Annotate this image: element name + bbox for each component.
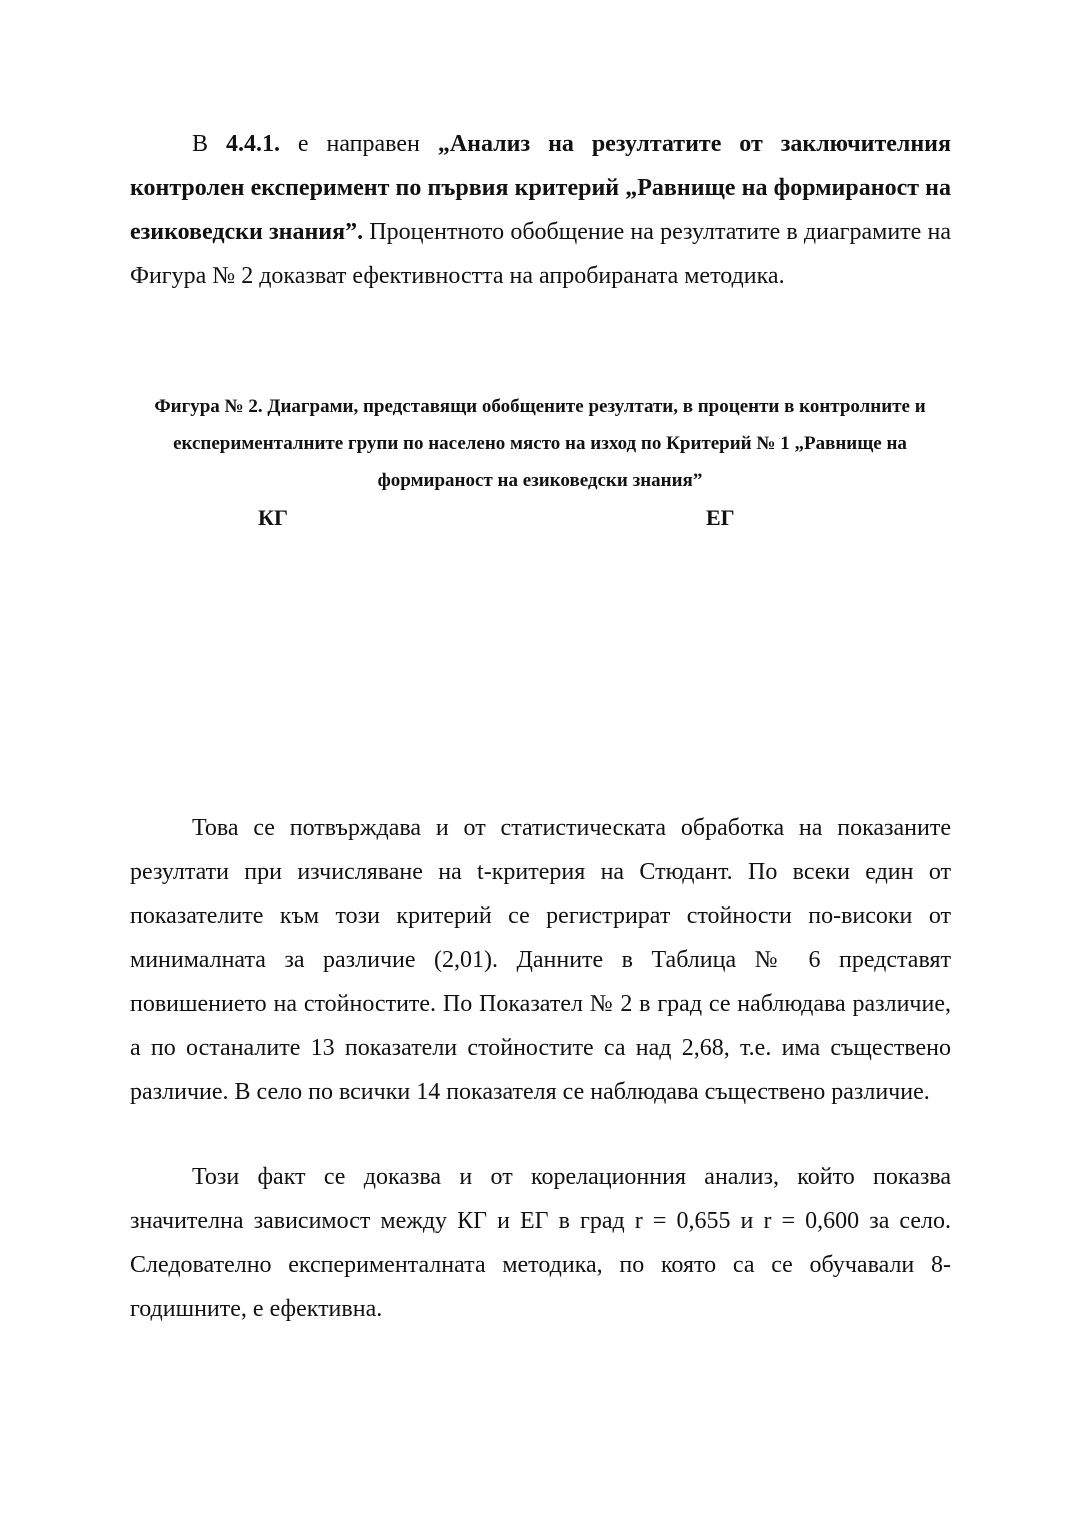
intro-paragraph-block <box>130 122 951 298</box>
intro-prefix: В <box>192 131 226 157</box>
intro-paragraph <box>130 122 951 298</box>
chart-label-experimental-group: ЕГ <box>706 505 735 530</box>
correlation-paragraph-block <box>130 1155 951 1331</box>
chart-placeholder-control-group <box>130 540 530 780</box>
chart-placeholder-experimental-group <box>550 540 950 780</box>
statistics-paragraph-block <box>130 806 951 1114</box>
section-number: 4.4.1. <box>225 131 280 157</box>
chart-label-control-group: КГ <box>258 505 288 530</box>
correlation-paragraph: Този факт се доказва и от корелационния анализ, който показва значителна зависимост между КГ и ЕГ в град r = 0,655 и r = 0,600 за село. Следователно експерименталната методика, по която са се обучавали 8-годишните, е ефективна. <box>130 1164 951 1322</box>
figure-caption-text: Фигура № 2. Диаграми, представящи обобщените резултати, в проценти в контролните и експерименталните групи по населено място на изход по Критерий № 1 „Равнище на формираност на езиковедски знания” <box>154 396 926 491</box>
statistics-paragraph: Това се потвърждава и от статистическата обработка на показаните резултати при изчисляване на t-критерия на Стюдант. По всеки един от показателите към този критерий се регистрират стойности по-високи от минималната за различие (2,01). Данните в Таблица № 6 представят повишението на стойностите. По Показател № 2 в град се наблюдава различие, а по останалите 13 показатели стойностите са над 2,68, т.е. има съществено различие. В село по всички 14 показателя се наблюдава съществено различие. <box>130 815 951 1105</box>
intro-made: е направен <box>279 131 438 157</box>
figure-caption <box>125 388 955 499</box>
intro-rest: Процентното обобщение на резултатите в диаграмите на Фигура № 2 доказват ефективността на апробираната методика. <box>130 219 951 289</box>
analysis-title: „Анализ на резултатите от заключителния контролен експеримент по първия критерий „Равнище на формираност на езиковедски знания”. <box>130 131 951 245</box>
